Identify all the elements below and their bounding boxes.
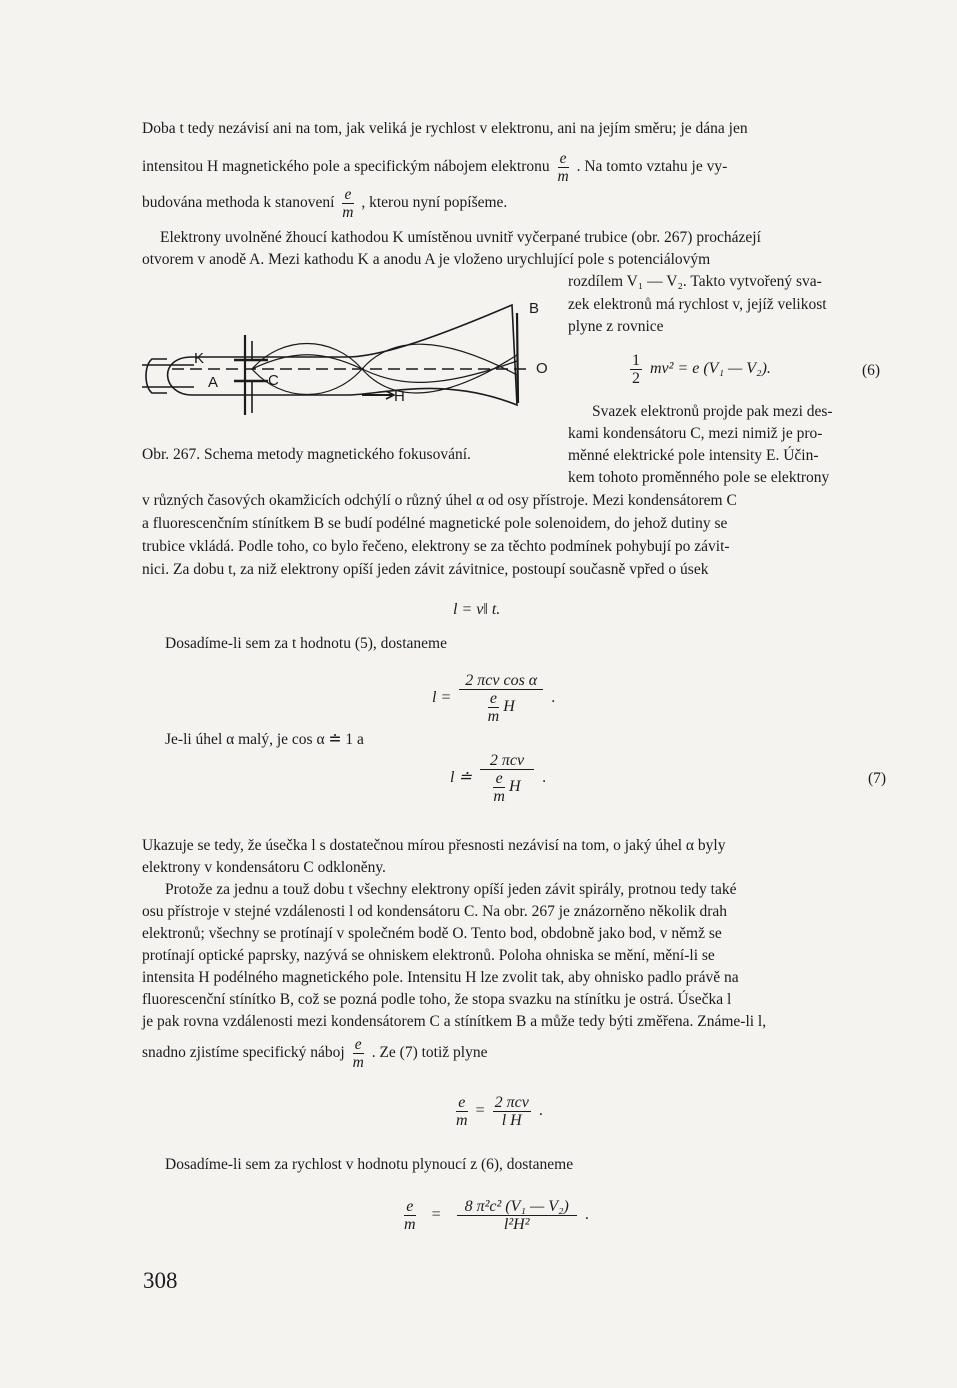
text-line: je pak rovna vzdálenosti mezi kondensátorem C a stínítkem B a může tedy býti změřena. Známe-li l, (142, 1013, 767, 1030)
fraction-num: 2 πcv (494, 1094, 529, 1111)
fraction-e-over-m (353, 1036, 364, 1071)
fraction-num: e (558, 150, 569, 168)
text-line: trubice vkládá. Podle toho, co bylo řečeno, elektrony se za těchto podmínek pohybují po závit- (142, 538, 730, 555)
period: . (551, 689, 556, 707)
fraction-num: e (456, 1094, 468, 1112)
equals: = (431, 1206, 441, 1224)
fraction-half (630, 352, 642, 387)
fraction-den: m (493, 788, 505, 805)
period: . (584, 1206, 589, 1224)
equation-body: mv² = e (V₁ — V₂). (650, 360, 771, 378)
equation-8 (452, 1094, 543, 1129)
text-line: elektrony v kondensátoru C odkloněny. (142, 859, 386, 876)
text-line: otvorem v anodě A. Mezi kathodu K a anodu A je vloženo urychlující pole s potenciálovým (142, 251, 711, 268)
fraction-den (459, 690, 543, 725)
text-line: měnné elektrické pole intensity E. Účin- (568, 447, 819, 464)
fraction-rhs (457, 1198, 577, 1233)
fraction-den: m (342, 204, 354, 221)
text-line: fluorescenční stínítko B, což se pozná podle toho, že stopa svazku na stínítku je ostrá. Úsečka l (142, 991, 732, 1008)
fraction-e-over-m (493, 770, 505, 805)
fraction-num: e (404, 1198, 416, 1216)
symbol-h: H (508, 778, 521, 796)
fraction-e-over-m (342, 186, 353, 221)
fraction-den: m (557, 168, 569, 185)
text-line (142, 186, 507, 221)
equation-9 (400, 1198, 589, 1233)
text-line: Svazek elektronů projde pak mezi des- (592, 403, 833, 420)
cathode-housing (146, 359, 167, 393)
fraction-main (459, 672, 543, 725)
text-line: zek elektronů má rychlost v, jejíž velikost (568, 296, 827, 313)
text-line: osu přístroje v stejné vzdálenosti l od kondensátoru C. Na obr. 267 je znázorněno několik drah (142, 903, 727, 920)
fraction-num: e (342, 186, 353, 204)
text-line: Dosadíme-li sem za t hodnotu (5), dostaneme (165, 635, 447, 652)
text-span: . Ze (7) totiž plyne (371, 1044, 488, 1062)
equals: = (475, 1102, 485, 1120)
period: . (538, 1102, 543, 1120)
label-o: O (536, 360, 548, 377)
label-a: A (208, 374, 219, 391)
text-line: Protože za jednu a touž dobu t všechny elektrony opíší jeden závit spirály, protnou tedy také (165, 881, 737, 898)
text-line (142, 1036, 487, 1071)
text-line: Ukazuje se tedy, že úsečka l s dostatečnou mírou přesnosti nezávisí na tom, o jaký úhel α byly (142, 837, 726, 854)
fraction-main (480, 752, 534, 805)
text-line: plyne z rovnice (568, 318, 664, 335)
text-line: Elektrony uvolněné žhoucí kathodou K umístěnou uvnitř vyčerpané trubice (obr. 267) procházejí (160, 229, 761, 246)
text-line: Dosadíme-li sem za rychlost v hodnotu plynoucí z (6), dostaneme (165, 1156, 574, 1173)
fraction-den: 2 (632, 370, 640, 387)
fraction-den (480, 770, 534, 805)
tube-outline (168, 305, 517, 405)
fraction-num: e (493, 770, 505, 788)
text-line: intensita H podélného magnetického pole. Intensitu H lze zvolit tak, aby ohnisko padlo právě na (142, 969, 739, 986)
fraction-den: m (404, 1216, 416, 1233)
fraction-rhs (493, 1094, 531, 1129)
text-span: snadno zjistíme specifický náboj (142, 1044, 345, 1062)
equation-number: (7) (868, 770, 887, 787)
equation-number: (6) (862, 362, 881, 379)
fraction-den: l H (501, 1112, 522, 1129)
text-line: protínají optické paprsky, nazývá se ohniskem elektronů. Poloha ohniska se mění, mění-li se (142, 947, 715, 964)
figure-magnetic-focusing-diagram (142, 295, 562, 445)
fraction-num: 2 πcv (480, 752, 534, 770)
text-line (142, 150, 727, 185)
label-h: H (394, 388, 405, 405)
text-line: a fluorescenčním stínítkem B se budí podélné magnetické pole solenoidem, do jehož dutiny se (142, 515, 728, 532)
fraction-e-over-m (488, 690, 500, 725)
period: . (542, 769, 547, 787)
text-span: . Na tomto vztahu je vy- (576, 158, 728, 176)
equation-5 (432, 672, 555, 725)
text-line: v různých časových okamžicích odchýlí o různý úhel α od osy přístroje. Mezi kondensátorem C (142, 492, 737, 509)
fraction-num: e (353, 1036, 364, 1054)
text-line: kami kondensátoru C, mezi nimiž je pro- (568, 425, 823, 442)
label-b: B (529, 300, 540, 317)
fraction-num: 1 (632, 352, 640, 369)
text-line: kem tohoto proměnného pole se elektrony (568, 469, 830, 486)
fraction-num: 2 πcv cos α (459, 672, 543, 690)
fraction-num: e (488, 690, 500, 708)
fraction-e-over-m (456, 1094, 468, 1129)
page-number: 308 (143, 1268, 178, 1293)
fraction-den: l²H² (503, 1216, 530, 1233)
fraction-den: m (352, 1054, 364, 1071)
label-c: C (268, 372, 279, 389)
fraction-den: m (487, 708, 500, 725)
equation-lhs: l ≐ (450, 769, 472, 787)
equation-6 (626, 352, 771, 387)
figure-caption: Obr. 267. Schema metody magnetického fokusování. (142, 446, 471, 463)
equation-7 (450, 752, 546, 805)
label-k: K (194, 350, 205, 367)
equation-l: l = v‖ t. (453, 601, 501, 618)
text-line: nici. Za dobu t, za niž elektrony opíší jeden závit závitnice, postoupí současně vpřed o úsek (142, 561, 709, 578)
symbol-h: H (503, 698, 515, 716)
fraction-e-over-m (404, 1198, 416, 1233)
fraction-den: m (456, 1112, 468, 1129)
equation-lhs: l = (432, 689, 452, 707)
fraction-e-over-m (558, 150, 569, 185)
text-line: Je-li úhel α malý, je cos α ≐ 1 a (165, 731, 364, 748)
text-span: , kterou nyní popíšeme. (361, 194, 508, 212)
text-line: elektronů; všechny se protínají v společném bodě O. Tento bod, obdobně jako bod, v němž se (142, 925, 722, 942)
text-span: intensitou H magnetického pole a specifickým nábojem elektronu (142, 158, 550, 176)
fraction-num: 8 π²c² (V₁ — V₂) (457, 1198, 577, 1216)
text-span: budována methoda k stanovení (142, 194, 335, 212)
screen-b (517, 313, 518, 403)
text-line: Doba t tedy nezávisí ani na tom, jak veliká je rychlost v elektronu, ani na jejím směru; je dána jen (142, 120, 748, 137)
text-line: rozdílem V₁ — V₂. Takto vytvořený sva- (568, 273, 822, 290)
